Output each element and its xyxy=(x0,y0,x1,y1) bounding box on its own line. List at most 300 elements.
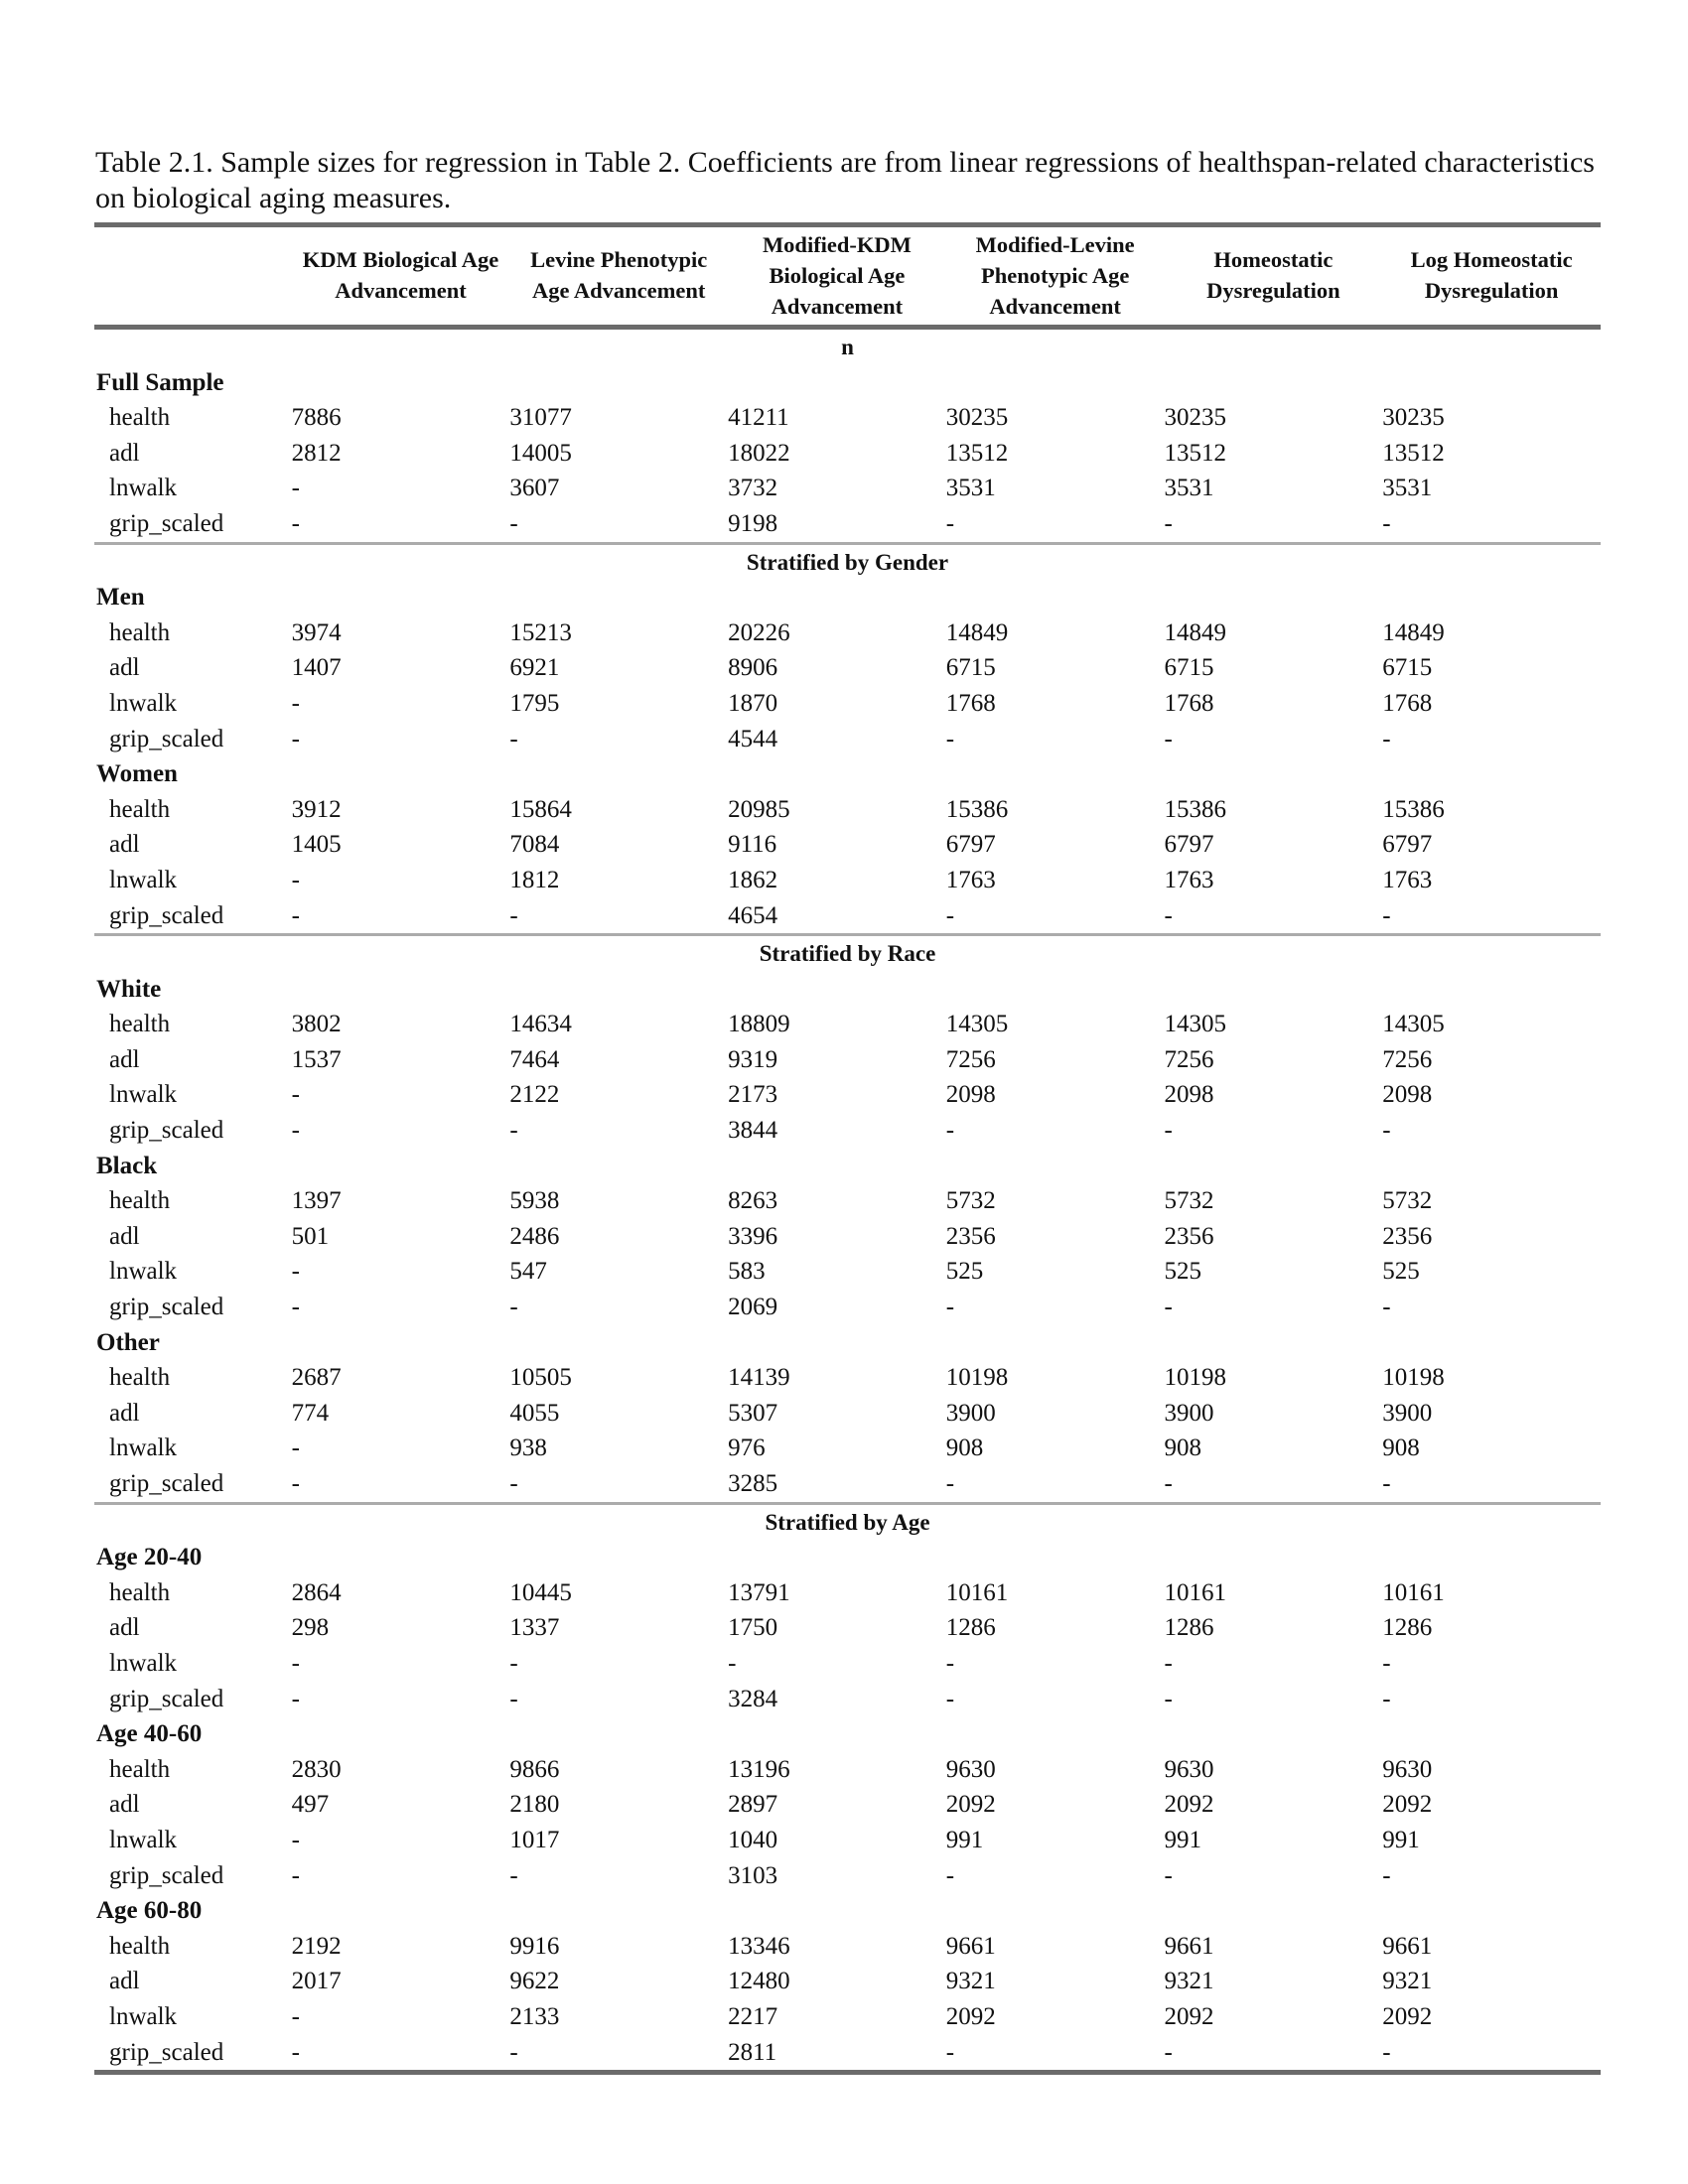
header-row xyxy=(94,225,1601,328)
table-cell: 9630 xyxy=(1164,1755,1214,1783)
row-label: adl xyxy=(109,1614,140,1642)
group-label: Other xyxy=(96,1328,160,1356)
table-cell: 2092 xyxy=(945,2002,996,2030)
table-cell: - xyxy=(1382,1649,1391,1677)
row-label: lnwalk xyxy=(109,475,178,502)
table-cell: 9116 xyxy=(728,831,777,859)
table-cell: 2356 xyxy=(1164,1222,1214,1250)
table-cell: - xyxy=(946,506,1165,543)
table-cell: 991 xyxy=(1382,1826,1420,1853)
table-cell: - xyxy=(1164,1117,1173,1145)
table-cell: 583 xyxy=(728,1258,766,1286)
table-cell: - xyxy=(291,1117,300,1145)
table-cell: 10505 xyxy=(509,1364,572,1392)
group-row xyxy=(94,972,1601,1008)
table-cell: 13512 xyxy=(1164,439,1227,467)
table-cell: 1768 xyxy=(945,689,996,717)
table-cell: - xyxy=(292,898,510,935)
column-header: Log Homeostatic Dysregulation xyxy=(1382,225,1601,328)
section-heading: Stratified by Race xyxy=(759,941,936,967)
table-cell: 20226 xyxy=(728,618,790,646)
table-cell: 2180 xyxy=(509,1791,560,1819)
table-cell: - xyxy=(1382,898,1601,935)
group-row xyxy=(94,1893,1601,1929)
table-row xyxy=(94,1113,1601,1149)
table-cell: - xyxy=(509,898,728,935)
table-row xyxy=(94,1682,1601,1717)
table-cell: 10198 xyxy=(1164,1364,1227,1392)
table-cell: 2830 xyxy=(291,1755,342,1783)
table-row xyxy=(94,1929,1601,1965)
table-cell: - xyxy=(1382,1117,1391,1145)
table-cell: 2812 xyxy=(291,439,342,467)
table-cell: 8906 xyxy=(728,654,778,682)
table-cell: 7084 xyxy=(509,831,560,859)
table-cell: 2092 xyxy=(1164,2002,1214,2030)
table-cell: - xyxy=(292,506,510,543)
row-label: health xyxy=(109,1932,171,1960)
table-cell: 1337 xyxy=(509,1614,560,1642)
table-cell: - xyxy=(291,1649,300,1677)
table-cell: 938 xyxy=(509,1434,547,1462)
table-cell: 9866 xyxy=(509,1755,560,1783)
table-cell: 3912 xyxy=(291,795,342,823)
table-cell: - xyxy=(291,1826,300,1853)
header-blank xyxy=(94,225,292,328)
table-cell: 13346 xyxy=(728,1932,790,1960)
table-row xyxy=(94,1752,1601,1788)
table-cell: 1812 xyxy=(509,866,560,893)
table-cell: 14139 xyxy=(728,1364,790,1392)
table-cell: 2192 xyxy=(291,1932,342,1960)
column-header: KDM Biological Age Advancement xyxy=(292,225,510,328)
table-cell: 15386 xyxy=(1164,795,1227,823)
table-cell: 1870 xyxy=(728,689,778,717)
table-cell: 9661 xyxy=(1382,1932,1433,1960)
table-cell: 15386 xyxy=(945,795,1009,823)
table-cell: 14634 xyxy=(509,1011,572,1038)
table-cell: 3732 xyxy=(728,475,778,502)
row-label: health xyxy=(109,795,171,823)
table-cell: 5732 xyxy=(1164,1187,1214,1215)
table-cell: 30235 xyxy=(1164,404,1227,432)
table-cell: 2122 xyxy=(509,1081,560,1109)
table-cell: - xyxy=(291,1258,300,1286)
table-cell: - xyxy=(1382,2035,1601,2073)
table-cell: 5938 xyxy=(509,1187,560,1215)
table-cell: - xyxy=(1382,1861,1391,1889)
table-cell: 9321 xyxy=(1164,1968,1214,1995)
table-cell: - xyxy=(291,2002,300,2030)
table-cell: - xyxy=(1164,725,1173,752)
table-cell: 14305 xyxy=(1382,1011,1445,1038)
group-label: Full Sample xyxy=(96,368,224,396)
table-cell: 2173 xyxy=(728,1081,778,1109)
table-cell: 7256 xyxy=(945,1045,996,1073)
table-row xyxy=(94,650,1601,686)
table-cell: 1286 xyxy=(1382,1614,1433,1642)
table-row xyxy=(94,400,1601,436)
table-cell: - xyxy=(509,1117,518,1145)
section-heading-row xyxy=(94,328,1601,365)
table-cell: 497 xyxy=(291,1791,330,1819)
table-cell: 15213 xyxy=(509,618,572,646)
table-row xyxy=(94,1396,1601,1432)
table-cell: 547 xyxy=(509,1258,547,1286)
table-cell: 1763 xyxy=(1164,866,1214,893)
table-cell: 6921 xyxy=(509,654,560,682)
table-caption: Table 2.1. Sample sizes for regression in Table 2. Coefficients are from linear regressions of healthspan-related characteristics on biological aging measures. xyxy=(95,146,1595,214)
table-cell: - xyxy=(291,866,300,893)
table-cell: 1286 xyxy=(1164,1614,1214,1642)
table-row xyxy=(94,1077,1601,1113)
table-cell: - xyxy=(1382,1294,1391,1321)
table-cell: 14849 xyxy=(1382,618,1445,646)
table-cell: - xyxy=(1382,506,1601,543)
table-cell: - xyxy=(509,1685,518,1712)
table-cell: 7886 xyxy=(291,404,342,432)
table-row xyxy=(94,1964,1601,1999)
table-cell: 14849 xyxy=(945,618,1009,646)
row-label: grip_scaled xyxy=(109,1294,224,1321)
table-cell: 10161 xyxy=(1164,1578,1227,1606)
table-cell: 2486 xyxy=(509,1222,560,1250)
section-heading-row xyxy=(94,543,1601,580)
table-cell: - xyxy=(292,2035,510,2073)
table-cell: - xyxy=(291,689,300,717)
table-cell: 9661 xyxy=(945,1932,996,1960)
table-cell: 1763 xyxy=(945,866,996,893)
table-row xyxy=(94,1575,1601,1611)
table-row xyxy=(94,722,1601,757)
table-cell: 2092 xyxy=(1382,2002,1433,2030)
table-cell: 9630 xyxy=(945,1755,996,1783)
table-cell: - xyxy=(291,1685,300,1712)
table-cell: 2217 xyxy=(728,2002,778,2030)
table-row xyxy=(94,1823,1601,1858)
table-cell: 7256 xyxy=(1164,1045,1214,1073)
row-label: health xyxy=(109,1187,171,1215)
table-cell: 1286 xyxy=(945,1614,996,1642)
row-label: adl xyxy=(109,1791,140,1819)
table-cell: 9321 xyxy=(945,1968,996,1995)
table-cell: 4055 xyxy=(509,1399,560,1427)
table-cell: - xyxy=(291,1861,300,1889)
table-cell: - xyxy=(1164,1294,1173,1321)
group-label: Black xyxy=(96,1152,158,1179)
table-cell: - xyxy=(945,1649,955,1677)
table-cell: 908 xyxy=(1164,1434,1202,1462)
table-cell: - xyxy=(1382,1685,1391,1712)
table-row xyxy=(94,1219,1601,1255)
table-cell: - xyxy=(945,1117,955,1145)
table-cell: 15386 xyxy=(1382,795,1445,823)
table-cell: - xyxy=(509,725,518,752)
group-row xyxy=(94,1325,1601,1361)
table-cell: 10445 xyxy=(509,1578,572,1606)
table-cell: 7464 xyxy=(509,1045,560,1073)
group-label: Age 40-60 xyxy=(96,1720,203,1748)
table-cell: 8263 xyxy=(728,1187,778,1215)
table-cell: 1017 xyxy=(509,1826,560,1853)
table-cell: - xyxy=(945,725,955,752)
column-header: Homeostatic Dysregulation xyxy=(1165,225,1383,328)
row-label: grip_scaled xyxy=(94,1466,292,1503)
table-cell: 18809 xyxy=(728,1011,790,1038)
table-cell: 9321 xyxy=(1382,1968,1433,1995)
group-label: Women xyxy=(96,760,178,788)
table-cell: 14305 xyxy=(1164,1011,1227,1038)
group-row xyxy=(94,756,1601,792)
table-cell: 2356 xyxy=(1382,1222,1433,1250)
table-cell: 298 xyxy=(291,1614,330,1642)
table-cell: 2092 xyxy=(1164,1791,1214,1819)
row-label: grip_scaled xyxy=(109,1117,224,1145)
table-cell: - xyxy=(945,1685,955,1712)
table-cell: 3396 xyxy=(728,1222,778,1250)
row-label: adl xyxy=(109,831,140,859)
table-row xyxy=(94,1290,1601,1325)
table-cell: - xyxy=(1382,725,1391,752)
table-cell: 1405 xyxy=(291,831,342,859)
table-cell: 13512 xyxy=(1382,439,1445,467)
table-cell: 10198 xyxy=(1382,1364,1445,1392)
table-cell: 41211 xyxy=(728,404,789,432)
table-cell: 3284 xyxy=(728,1685,778,1712)
table-cell: 6715 xyxy=(1382,654,1433,682)
table-row xyxy=(94,1787,1601,1823)
table-cell: 2356 xyxy=(945,1222,996,1250)
group-label: Age 60-80 xyxy=(96,1897,203,1925)
table-cell: - xyxy=(946,898,1165,935)
table-row xyxy=(94,2035,1601,2073)
row-label: lnwalk xyxy=(109,866,178,893)
table-body xyxy=(94,328,1601,2073)
table-cell: 14005 xyxy=(509,439,572,467)
table-cell: 3531 xyxy=(1164,475,1214,502)
table-cell: 5307 xyxy=(728,1399,778,1427)
table-cell: 1397 xyxy=(291,1187,342,1215)
table-cell: 6715 xyxy=(1164,654,1214,682)
sample-size-table xyxy=(94,222,1601,2075)
row-label: grip_scaled xyxy=(109,725,224,752)
table-cell: 2897 xyxy=(728,1791,778,1819)
row-label: grip_scaled xyxy=(109,1861,224,1889)
table-cell: 9622 xyxy=(509,1968,560,1995)
row-label: grip_scaled xyxy=(94,506,292,543)
table-cell: 2864 xyxy=(291,1578,342,1606)
table-cell: 5732 xyxy=(1382,1187,1433,1215)
table-cell: - xyxy=(1164,1861,1173,1889)
table-cell: 3285 xyxy=(728,1466,946,1503)
table-cell: 14305 xyxy=(945,1011,1009,1038)
table-cell: 2017 xyxy=(291,1968,342,1995)
section-heading: n xyxy=(841,335,854,359)
table-row xyxy=(94,686,1601,722)
table-cell: 1040 xyxy=(728,1826,778,1853)
table-cell: 20985 xyxy=(728,795,790,823)
table-row xyxy=(94,1646,1601,1682)
table-cell: 501 xyxy=(291,1222,330,1250)
table-cell: 1750 xyxy=(728,1614,778,1642)
table-cell: - xyxy=(291,725,300,752)
row-label: lnwalk xyxy=(109,2002,178,2030)
table-cell: 15864 xyxy=(509,795,572,823)
row-label: grip_scaled xyxy=(94,898,292,935)
row-label: adl xyxy=(109,1399,140,1427)
table-cell: 9916 xyxy=(509,1932,560,1960)
column-header: Modified-Levine Phenotypic Age Advancement xyxy=(946,225,1165,328)
table-cell: 908 xyxy=(945,1434,984,1462)
table-row xyxy=(94,615,1601,651)
table-cell: 525 xyxy=(1382,1258,1420,1286)
table-cell: 3900 xyxy=(1382,1399,1433,1427)
table-cell: 9198 xyxy=(728,506,946,543)
group-label: White xyxy=(96,975,162,1003)
row-label: health xyxy=(109,1364,171,1392)
table-cell: 12480 xyxy=(728,1968,790,1995)
table-cell: 3900 xyxy=(945,1399,996,1427)
table-cell: 2069 xyxy=(728,1294,778,1321)
table-cell: 9319 xyxy=(728,1045,778,1073)
table-cell: - xyxy=(509,506,728,543)
table-cell: - xyxy=(1164,1649,1173,1677)
table-cell: 13512 xyxy=(945,439,1009,467)
table-cell: 2133 xyxy=(509,2002,560,2030)
table-cell: - xyxy=(1165,506,1383,543)
table-cell: 991 xyxy=(945,1826,984,1853)
table-row xyxy=(94,506,1601,543)
row-label: adl xyxy=(109,439,140,467)
table-row xyxy=(94,436,1601,472)
table-cell: - xyxy=(509,1466,728,1503)
table-cell: - xyxy=(728,1649,737,1677)
table-cell: 3607 xyxy=(509,475,560,502)
row-label: adl xyxy=(109,1045,140,1073)
column-header: Modified-KDM Biological Age Advancement xyxy=(728,225,946,328)
section-heading: Stratified by Gender xyxy=(746,549,949,575)
row-label: grip_scaled xyxy=(94,2035,292,2073)
group-label: Men xyxy=(96,584,145,612)
group-row xyxy=(94,1716,1601,1752)
row-label: health xyxy=(109,1578,171,1606)
table-cell: 3974 xyxy=(291,618,342,646)
row-label: adl xyxy=(109,654,140,682)
row-label: health xyxy=(109,1755,171,1783)
table-cell: 3900 xyxy=(1164,1399,1214,1427)
table-row xyxy=(94,1858,1601,1894)
table-cell: 1407 xyxy=(291,654,342,682)
table-cell: 31077 xyxy=(509,404,572,432)
table-cell: - xyxy=(1382,1466,1601,1503)
table-cell: 9661 xyxy=(1164,1932,1214,1960)
column-header: Levine Phenotypic Age Advancement xyxy=(509,225,728,328)
table-cell: 3844 xyxy=(728,1117,778,1145)
table-cell: - xyxy=(1165,1466,1383,1503)
group-row xyxy=(94,580,1601,615)
table-cell: 13791 xyxy=(728,1578,790,1606)
row-label: lnwalk xyxy=(109,689,178,717)
group-label: Age 20-40 xyxy=(96,1544,203,1571)
section-heading-row xyxy=(94,935,1601,972)
table-cell: 14849 xyxy=(1164,618,1227,646)
table-cell: 3531 xyxy=(945,475,996,502)
table-row xyxy=(94,1254,1601,1290)
table-cell: 10161 xyxy=(945,1578,1009,1606)
table-cell: 2098 xyxy=(1164,1081,1214,1109)
table-cell: - xyxy=(509,1294,518,1321)
row-label: lnwalk xyxy=(109,1649,178,1677)
table-cell: 13196 xyxy=(728,1755,790,1783)
group-row xyxy=(94,1149,1601,1184)
table-cell: 1768 xyxy=(1164,689,1214,717)
row-label: adl xyxy=(109,1968,140,1995)
table-cell: 6797 xyxy=(1164,831,1214,859)
section-heading-row xyxy=(94,1503,1601,1540)
table-cell: 3802 xyxy=(291,1011,342,1038)
table-cell: - xyxy=(291,1081,300,1109)
table-row xyxy=(94,1007,1601,1042)
group-row xyxy=(94,365,1601,401)
row-label: lnwalk xyxy=(109,1434,178,1462)
table-cell: 10161 xyxy=(1382,1578,1445,1606)
table-cell: 2098 xyxy=(945,1081,996,1109)
table-cell: 525 xyxy=(1164,1258,1202,1286)
row-label: lnwalk xyxy=(109,1258,178,1286)
table-cell: - xyxy=(945,1861,955,1889)
table-cell: 1795 xyxy=(509,689,560,717)
table-cell: - xyxy=(291,475,300,502)
table-cell: 6797 xyxy=(1382,831,1433,859)
table-cell: 4654 xyxy=(728,898,946,935)
table-cell: - xyxy=(509,1649,518,1677)
row-label: lnwalk xyxy=(109,1826,178,1853)
table-cell: 1862 xyxy=(728,866,778,893)
row-label: lnwalk xyxy=(109,1081,178,1109)
table-row xyxy=(94,827,1601,863)
table-cell: - xyxy=(1165,898,1383,935)
table-cell: 2092 xyxy=(1382,1791,1433,1819)
table-row xyxy=(94,1042,1601,1078)
table-row xyxy=(94,1610,1601,1646)
table-cell: 2811 xyxy=(728,2035,946,2073)
table-cell: - xyxy=(291,1294,300,1321)
table-cell: 6715 xyxy=(945,654,996,682)
table-cell: - xyxy=(291,1434,300,1462)
table-cell: - xyxy=(1164,1685,1173,1712)
table-cell: 2098 xyxy=(1382,1081,1433,1109)
table-row xyxy=(94,898,1601,935)
table-cell: - xyxy=(946,1466,1165,1503)
row-label: adl xyxy=(109,1222,140,1250)
table-cell: 991 xyxy=(1164,1826,1202,1853)
table-cell: 976 xyxy=(728,1434,766,1462)
group-row xyxy=(94,1540,1601,1575)
section-heading: Stratified by Age xyxy=(765,1509,930,1535)
table-cell: 30235 xyxy=(945,404,1009,432)
table-row xyxy=(94,1431,1601,1466)
row-label: health xyxy=(109,1011,171,1038)
table-cell: - xyxy=(945,1294,955,1321)
row-label: health xyxy=(109,618,171,646)
table-cell: 774 xyxy=(291,1399,330,1427)
table-cell: 6797 xyxy=(945,831,996,859)
table-cell: 18022 xyxy=(728,439,790,467)
table-cell: 2092 xyxy=(945,1791,996,1819)
table-row xyxy=(94,1466,1601,1503)
table-cell: 908 xyxy=(1382,1434,1420,1462)
table-row xyxy=(94,863,1601,898)
